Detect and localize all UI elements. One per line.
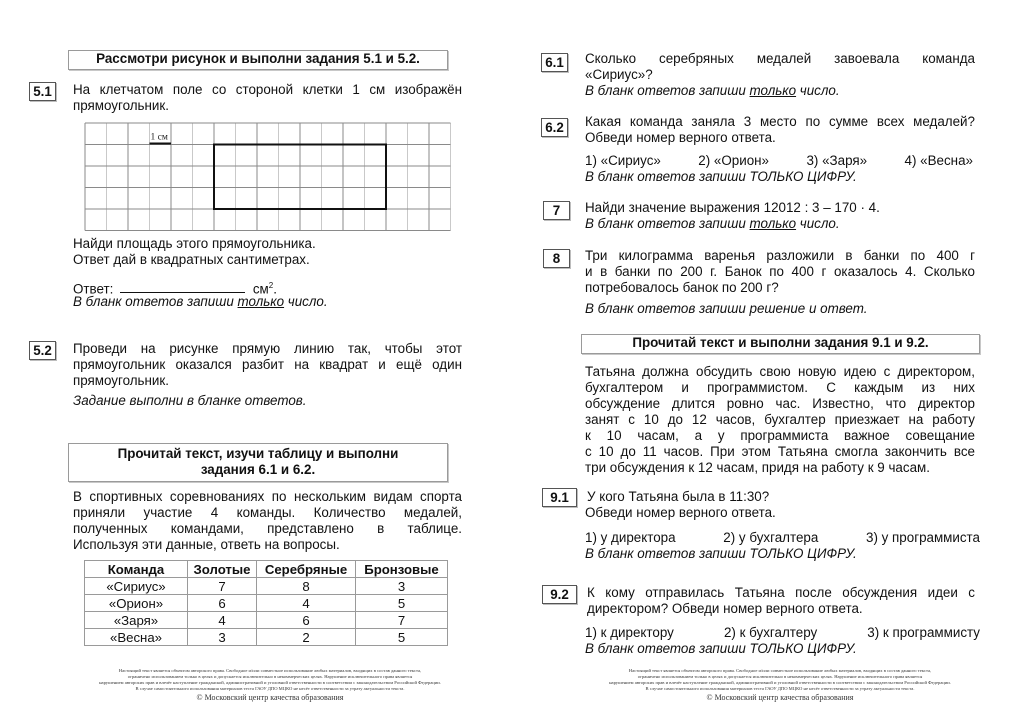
cell-gold: 4 (188, 612, 257, 629)
section-9-text-line1: Татьяна должна обсудить свою новую идею с директором, (585, 364, 975, 379)
task-6-2-line1: Какая команда заняла 3 место по сумме всех медалей? (585, 114, 975, 129)
cell-team: «Сириус» (85, 578, 188, 595)
task-5-2-number: 5.2 (29, 341, 56, 360)
task-5-2-line2: прямоугольник оказался разбит на квадрат и ещё один (73, 357, 462, 372)
cell-gold: 7 (188, 578, 257, 595)
footer-notice-line1: Настоящий текст является объектом авторского права. Свободное и/или совместное использование любых материалов, входящих в состав данного текста, (628, 668, 932, 673)
footer-notice-line4: В случае самостоятельного использования материалов теста ГАОУ ДПО МЦКО не несёт ответственности за утрату актуальности текста. (135, 686, 405, 691)
task-5-2-line3: прямоугольник. (73, 373, 169, 388)
cell-gold: 6 (188, 595, 257, 612)
instruction-post: число. (796, 216, 840, 231)
task-9-2-number: 9.2 (542, 585, 577, 604)
task-6-2-instruction: В бланк ответов запиши ТОЛЬКО ЦИФРУ. (585, 169, 857, 184)
task-5-1-question-line1: Найди площадь этого прямоугольника. (73, 236, 316, 251)
task-5-1-intro-line1: На клетчатом поле со стороной клетки 1 см изображён (73, 82, 462, 97)
task-5-1-question-line2: Ответ дай в квадратных сантиметрах. (73, 252, 310, 267)
task-9-1-options (585, 530, 980, 547)
task-5-2-line1: Проведи на рисунке прямую линию так, чтобы этот (73, 341, 462, 356)
cell-bronze: 5 (356, 595, 448, 612)
section-6-text-line1: В спортивных соревнованиях по нескольким видам спорта (73, 489, 462, 504)
instruction-emphasis: только (237, 294, 285, 309)
task-9-2-instruction: В бланк ответов запиши ТОЛЬКО ЦИФРУ. (585, 641, 857, 656)
footer-notice-line1: Настоящий текст является объектом авторского права. Свободное и/или совместное использование любых материалов, входящих в состав данного текста, (118, 668, 422, 673)
cell-team: «Орион» (85, 595, 188, 612)
task-8-line3: потребовалось банок по 200 г? (585, 280, 779, 295)
col-header-silver: Серебряные (257, 561, 356, 578)
footer-notice-line3: нарушением авторских прав и влечёт наступление гражданской, административной и уголовной ответственности в соответствии с законодательством Российской Федерации. (609, 680, 951, 685)
footer-notice-line2: ограничено использованием только в целях и допускается исключительно в некоммерческих целях. Нарушение исключительного права является (127, 674, 413, 679)
task-8-line1: Три килограмма варенья разложили в банки по 400 г (585, 248, 975, 263)
task-9-1-line1: У кого Татьяна была в 11:30? (587, 489, 770, 504)
option-2[interactable]: 2) у бухгалтера (723, 530, 819, 545)
option-2[interactable]: 2) «Орион» (698, 153, 770, 168)
footer-notice-line2: ограничено использованием только в целях и допускается исключительно в некоммерческих целях. Нарушение исключительного права является (637, 674, 923, 679)
task-6-2-line2: Обведи номер верного ответа. (585, 130, 776, 145)
task-9-2-line1: К кому отправилась Татьяна после обсуждения идеи с (587, 585, 975, 600)
section-6-header (68, 443, 448, 482)
cell-team: «Заря» (85, 612, 188, 629)
task-5-1-instruction (73, 294, 328, 311)
cell-silver: 2 (257, 629, 356, 646)
task-5-1-intro-line2: прямоугольник. (73, 98, 169, 113)
option-1[interactable]: 1) у директора (585, 530, 676, 545)
option-1[interactable]: 1) к директору (585, 625, 674, 640)
checkered-grid (80, 118, 460, 236)
task-9-1-instruction: В бланк ответов запиши ТОЛЬКО ЦИФРУ. (585, 546, 857, 561)
col-header-team: Команда (85, 561, 188, 578)
footer-notice-line4: В случае самостоятельного использования материалов теста ГАОУ ДПО МЦКО не несёт ответственности за утрату актуальности текста. (645, 686, 915, 691)
option-3[interactable]: 3) у программиста (866, 530, 980, 545)
section-9-header-text: Прочитай текст и выполни задания 9.1 и 9.2. (632, 335, 929, 350)
instruction-post: число. (796, 83, 840, 98)
grid-lines (85, 123, 451, 231)
option-1[interactable]: 1) «Сириус» (585, 153, 661, 168)
cell-team: «Весна» (85, 629, 188, 646)
task-8-line2: и в банки по 200 г. Банок по 400 г оказалось 4. Сколько (585, 264, 975, 279)
task-7-line1: Найди значение выражения 12012 : 3 – 170 · 4. (585, 200, 880, 215)
table-row (85, 612, 448, 629)
instruction-emphasis: только (749, 216, 797, 231)
task-8-instruction: В бланк ответов запиши решение и ответ. (585, 301, 868, 316)
answer-field[interactable] (120, 279, 245, 293)
task-9-1-line2: Обведи номер верного ответа. (585, 505, 776, 520)
section-9-text-line6: с 10 до 11 часов. При этом Татьяна смогла закончить все (585, 444, 975, 459)
section-9-text-line3: обсуждение длится ровно час. Известно, что директор (585, 396, 975, 411)
section-6-text-line3: полученных командами, представлено в таблице. (73, 521, 462, 536)
right-footer (570, 668, 990, 703)
section-6-header-line2: задания 6.1 и 6.2. (200, 462, 316, 477)
cell-bronze: 3 (356, 578, 448, 595)
section-6-header-line1: Прочитай текст, изучи таблицу и выполни (117, 446, 399, 461)
task-9-2-options (585, 625, 980, 642)
section-9-text-line4: занят с 10 до 12 часов, бухгалтер приезжает на работу (585, 412, 975, 427)
task-9-2-line2: директором? Обведи номер верного ответа. (587, 601, 863, 616)
option-3[interactable]: 3) к программисту (867, 625, 980, 640)
section-5-header-text: Рассмотри рисунок и выполни задания 5.1 и 5.2. (96, 51, 420, 66)
table-row (85, 578, 448, 595)
task-7-instruction (585, 216, 840, 233)
footer-copyright: © Московский центр качества образования (196, 693, 344, 702)
answer-unit: см (252, 281, 269, 297)
task-6-2-options (585, 153, 973, 170)
answer-period: . (273, 281, 277, 297)
section-9-text-line2: бухгалтером и программистом. С каждым из них (585, 380, 975, 395)
task-6-1-instruction (585, 83, 840, 100)
cell-bronze: 5 (356, 629, 448, 646)
section-9-text-line5: к 10 часам, а у программиста важное совещание (585, 428, 975, 443)
task-7-number: 7 (543, 201, 570, 220)
answer-label: Ответ: (73, 281, 114, 297)
option-4[interactable]: 4) «Весна» (904, 153, 973, 168)
instruction-post: число. (284, 294, 328, 309)
task-6-1-line1: Сколько серебряных медалей завоевала команда (585, 51, 975, 66)
task-9-1-number: 9.1 (542, 488, 577, 507)
scale-label: 1 см (150, 132, 168, 143)
option-3[interactable]: 3) «Заря» (806, 153, 868, 168)
cell-silver: 8 (257, 578, 356, 595)
task-6-2-number: 6.2 (541, 118, 568, 137)
footer-notice-line3: нарушением авторских прав и влечёт наступление гражданской, административной и уголовной ответственности в соответствии с законодательством Российской Федерации. (99, 680, 441, 685)
section-9-text-line7: три обсуждения к 12 часам, придя на работу к 9 часам. (585, 460, 930, 475)
cell-silver: 6 (257, 612, 356, 629)
instruction-pre: В бланк ответов запиши (585, 83, 750, 98)
medal-table-header-row (85, 561, 448, 578)
medal-table (84, 560, 448, 646)
section-6-text-line2: приняли участие 4 команды. Количество медалей, (73, 505, 462, 520)
table-row (85, 629, 448, 646)
task-6-1-line2: «Сириус»? (585, 67, 653, 82)
task-5-1-number: 5.1 (29, 82, 56, 101)
instruction-pre: В бланк ответов запиши (73, 294, 238, 309)
col-header-gold: Золотые (188, 561, 257, 578)
answer-unit-power: 2 (268, 281, 274, 290)
left-footer (60, 668, 480, 703)
task-5-2-instruction: Задание выполни в бланке ответов. (73, 393, 307, 408)
section-6-text-line4: Используя эти данные, ответь на вопросы. (73, 537, 340, 552)
cell-gold: 3 (188, 629, 257, 646)
task-8-number: 8 (543, 249, 570, 268)
section-5-header (68, 50, 448, 70)
col-header-bronze: Бронзовые (356, 561, 448, 578)
option-2[interactable]: 2) к бухгалтеру (723, 625, 818, 640)
task-6-1-number: 6.1 (541, 53, 568, 72)
instruction-emphasis: только (749, 83, 797, 98)
instruction-pre: В бланк ответов запиши (585, 216, 750, 231)
cell-bronze: 7 (356, 612, 448, 629)
section-9-header (581, 334, 980, 354)
footer-copyright: © Московский центр качества образования (706, 693, 854, 702)
table-row (85, 595, 448, 612)
cell-silver: 4 (257, 595, 356, 612)
